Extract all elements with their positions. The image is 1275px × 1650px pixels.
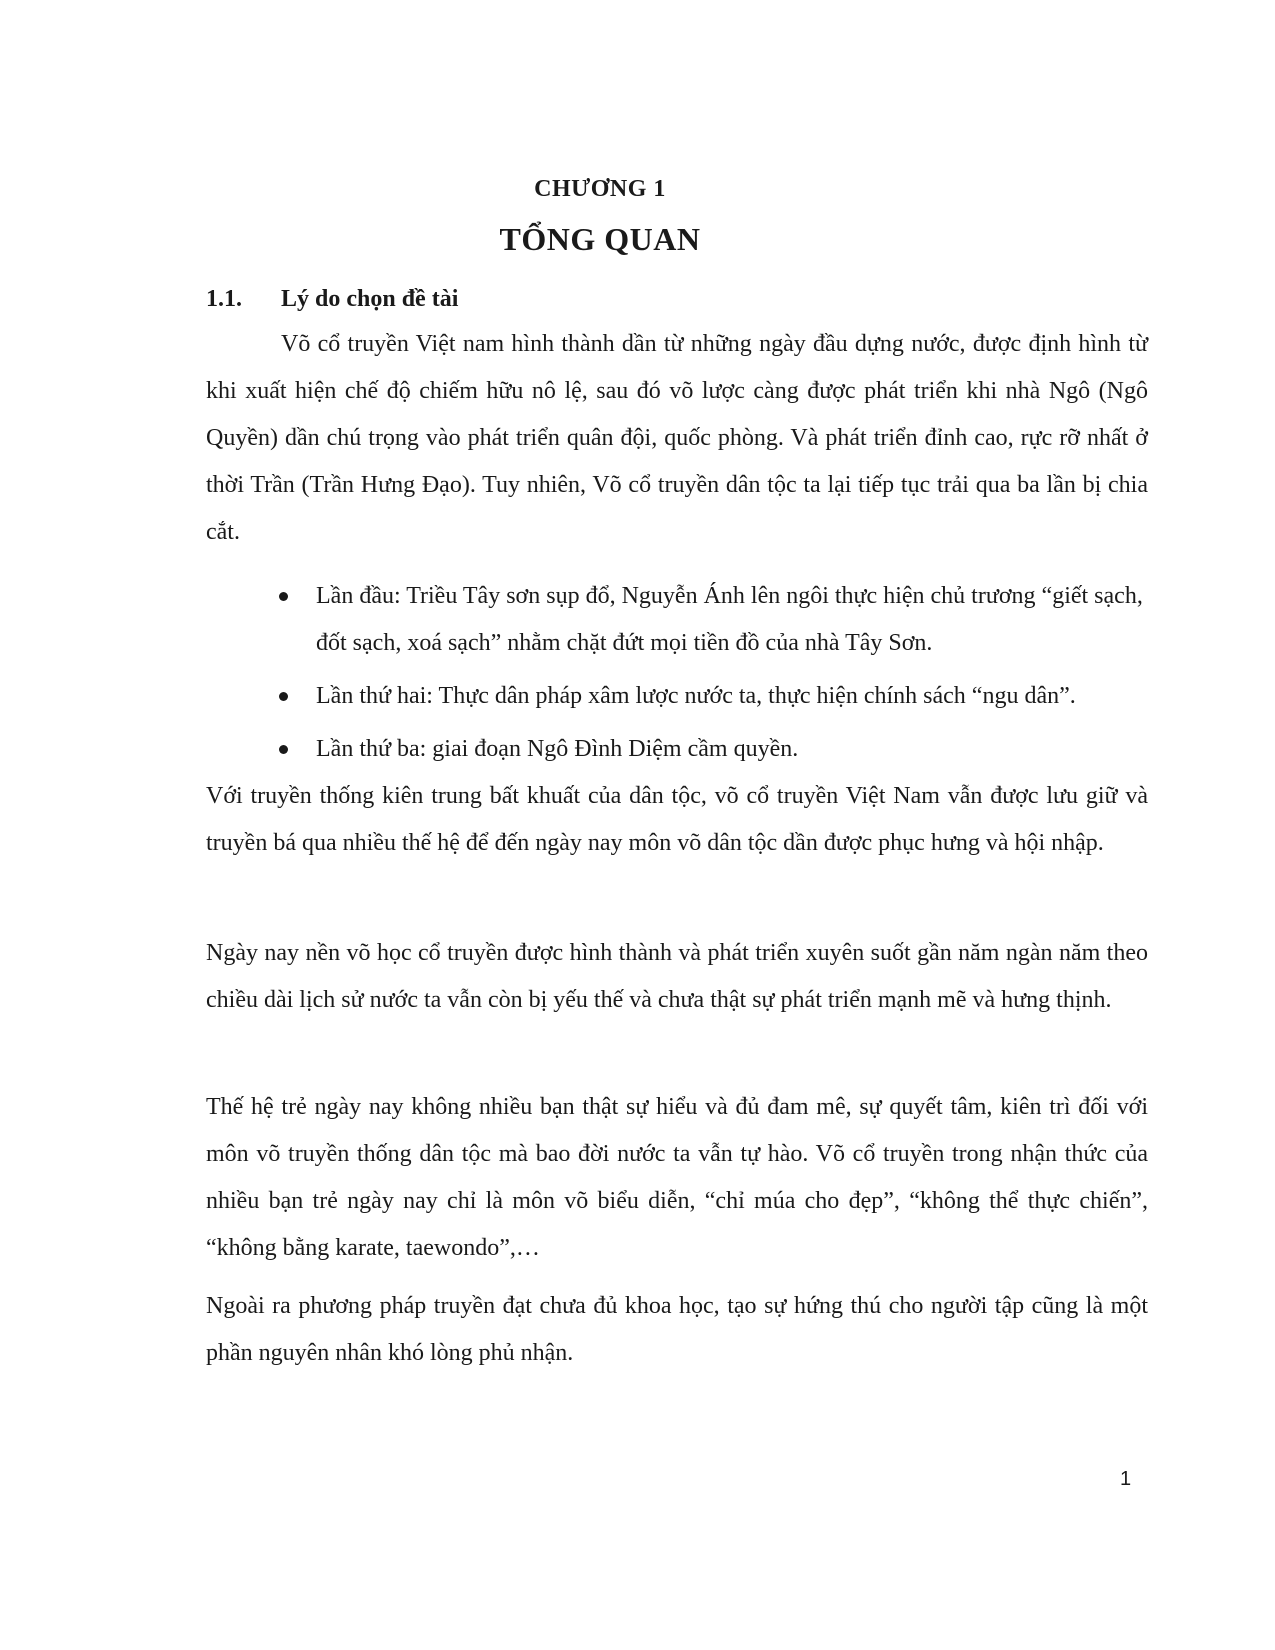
section-heading [206, 286, 458, 313]
bullet-icon [279, 692, 288, 701]
bullet-icon [279, 745, 288, 754]
paragraph-teaching-method: Ngoài ra phương pháp truyền đạt chưa đủ khoa học, tạo sự hứng thú cho người tập cũng là một phần nguyên nhân khó lòng phủ nhận. [206, 1293, 1148, 1366]
intro-paragraph: Võ cổ truyền Việt nam hình thành dần từ những ngày đầu dựng nước, được định hình từ khi xuất hiện chế độ chiếm hữu nô lệ, sau đó võ lược càng được phát triển khi nhà Ngô (Ngô Quyền) dần chú trọng vào phát triển quân đội, quốc phòng. Và phát triển đỉnh cao, rực rỡ nhất ở thời Trần (Trần Hưng Đạo). Tuy nhiên, Võ cổ truyền dân tộc ta lại tiếp tục trải qua ba lần bị chia cắt. [206, 331, 1148, 545]
list-item-text: Lần đầu: Triều Tây sơn sụp đổ, Nguyễn Ánh lên ngôi thực hiện chủ trương “giết sạch, đốt sạch, xoá sạch” nhằm chặt đứt mọi tiền đồ của nhà Tây Sơn. [316, 583, 1143, 656]
paragraph-young-generation: Thế hệ trẻ ngày nay không nhiều bạn thật sự hiểu và đủ đam mê, sự quyết tâm, kiên trì đối với môn võ truyền thống dân tộc mà bao đời nước ta vẫn tự hào. Võ cổ truyền trong nhận thức của nhiều bạn trẻ ngày nay chỉ là môn võ biểu diễn, “chỉ múa cho đẹp”, “không thể thực chiến”, “không bằng karate, taewondo”,… [206, 1094, 1148, 1261]
list-item [206, 726, 1148, 773]
page-number: 1 [1120, 1468, 1132, 1490]
list-item-text: Lần thứ ba: giai đoạn Ngô Đình Diệm cầm quyền. [316, 736, 799, 762]
section-number: 1.1. [206, 286, 242, 312]
bullet-list [206, 573, 1148, 779]
chapter-title: TỔNG QUAN [499, 221, 701, 257]
chapter-label: CHƯƠNG 1 [534, 176, 666, 202]
list-item [206, 673, 1148, 720]
section-title: Lý do chọn đề tài [281, 286, 459, 312]
paragraph-current-state: Ngày nay nền võ học cổ truyền được hình thành và phát triển xuyên suốt gần năm ngàn năm theo chiều dài lịch sử nước ta vẫn còn bị yếu thế và chưa thật sự phát triển mạnh mẽ và hưng thịnh. [206, 940, 1148, 1013]
list-item-text: Lần thứ hai: Thực dân pháp xâm lược nước ta, thực hiện chính sách “ngu dân”. [316, 683, 1076, 709]
intro-paragraph-block [206, 321, 1148, 556]
list-item [206, 573, 1148, 667]
bullet-icon [279, 592, 288, 601]
paragraph-tradition: Với truyền thống kiên trung bất khuất của dân tộc, võ cổ truyền Việt Nam vẫn được lưu giữ và truyền bá qua nhiều thế hệ để đến ngày nay môn võ dân tộc dần được phục hưng và hội nhập. [206, 783, 1148, 856]
